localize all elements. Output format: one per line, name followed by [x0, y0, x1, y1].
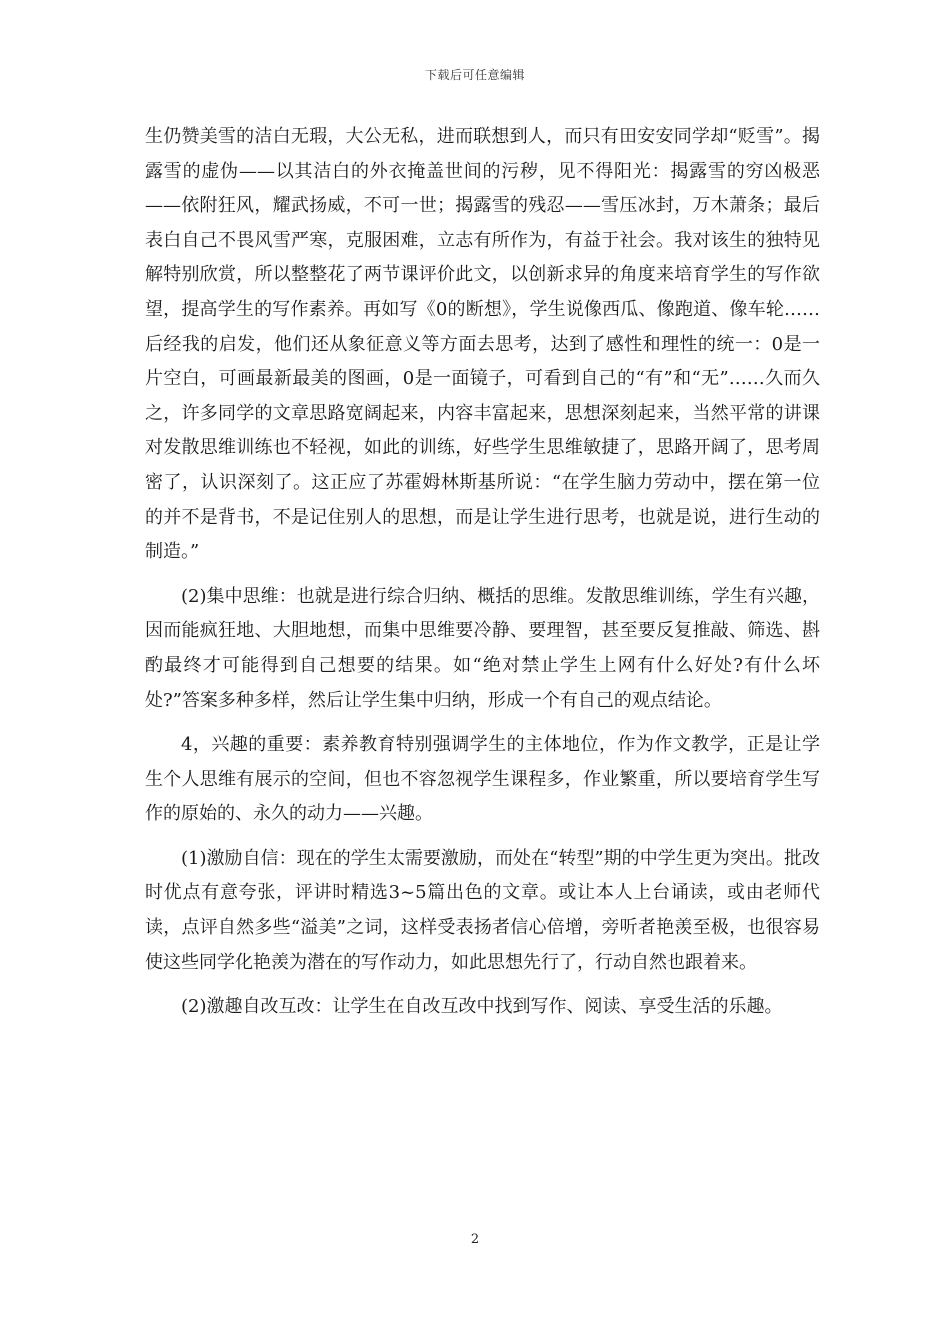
- paragraph-self-peer-revision: (2)激趣自改互改：让学生在自改互改中找到写作、阅读、享受生活的乐趣。: [181, 996, 783, 1018]
- paragraph-importance-of-interest: 4，兴趣的重要：素养教育特别强调学生的主体地位，作为作文教学，正是让学生个人思维有展示的空间，但也不容忽视学生课程多，作业繁重，所以要培育学生写作的原始的、永久的动力——兴趣。: [145, 734, 820, 825]
- page-number: 2: [470, 1232, 480, 1247]
- document-body: [145, 120, 820, 1035]
- paragraph-encourage-confidence: (1)激励自信：现在的学生太需要激励，而处在“转型”期的中学生更为突出。批改时优点有意夸张，评讲时精选3~5篇出色的文章。或让本人上台诵读，或由老师代读，点评自然多些“溢美”之词，这样受表扬者信心倍增，旁听者艳羡至极，也很容易使这些同学化艳羡为潜在的写作动力，如此思想先行了，行动自然也跟着来。: [145, 847, 820, 973]
- page-header: 下载后可任意编辑: [424, 68, 525, 82]
- paragraph-continued: 生仍赞美雪的洁白无瑕，大公无私，进而联想到人，而只有田安安同学却“贬雪”。揭露雪的虚伪——以其洁白的外衣掩盖世间的污秽，见不得阳光：揭露雪的穷凶极恶——依附狂风，耀武扬威，不可一世；揭露雪的残忍——雪压冰封，万木萧条；最后表白自己不畏风雪严寒，克服困难，立志有所作为，有益于社会。我对该生的独特见解特别欣赏，所以整整花了两节课评价此文，以创新求异的角度来培育学生的写作欲望，提高学生的写作素养。再如写《0的断想》，学生说像西瓜、像跑道、像车轮……后经我的启发，他们还从象征意义等方面去思考，达到了感性和理性的统一：0是一片空白，可画最新最美的图画，0是一面镜子，可看到自己的“有”和“无”……久而久之，许多同学的文章思路宽阔起来，内容丰富起来，思想深刻起来，当然平常的讲课对发散思维训练也不轻视，如此的训练，好些学生思维敏捷了，思路开阔了，思考周密了，认识深刻了。这正应了苏霍姆林斯基所说：“在学生脑力劳动中，摆在第一位的并不是背书，不是记住别人的思想，而是让学生进行思考，也就是说，进行生动的制造。”: [145, 126, 820, 563]
- paragraph-focused-thinking: (2)集中思维：也就是进行综合归纳、概括的思维。发散思维训练，学生有兴趣，因而能疯狂地、大胆地想，而集中思维要冷静、要理智，甚至要反复推敲、筛选、斟酌最终才可能得到自己想要的结果。如“绝对禁止学生上网有什么好处?有什么坏处?”答案多种多样，然后让学生集中归纳，形成一个有自己的观点结论。: [145, 585, 820, 711]
